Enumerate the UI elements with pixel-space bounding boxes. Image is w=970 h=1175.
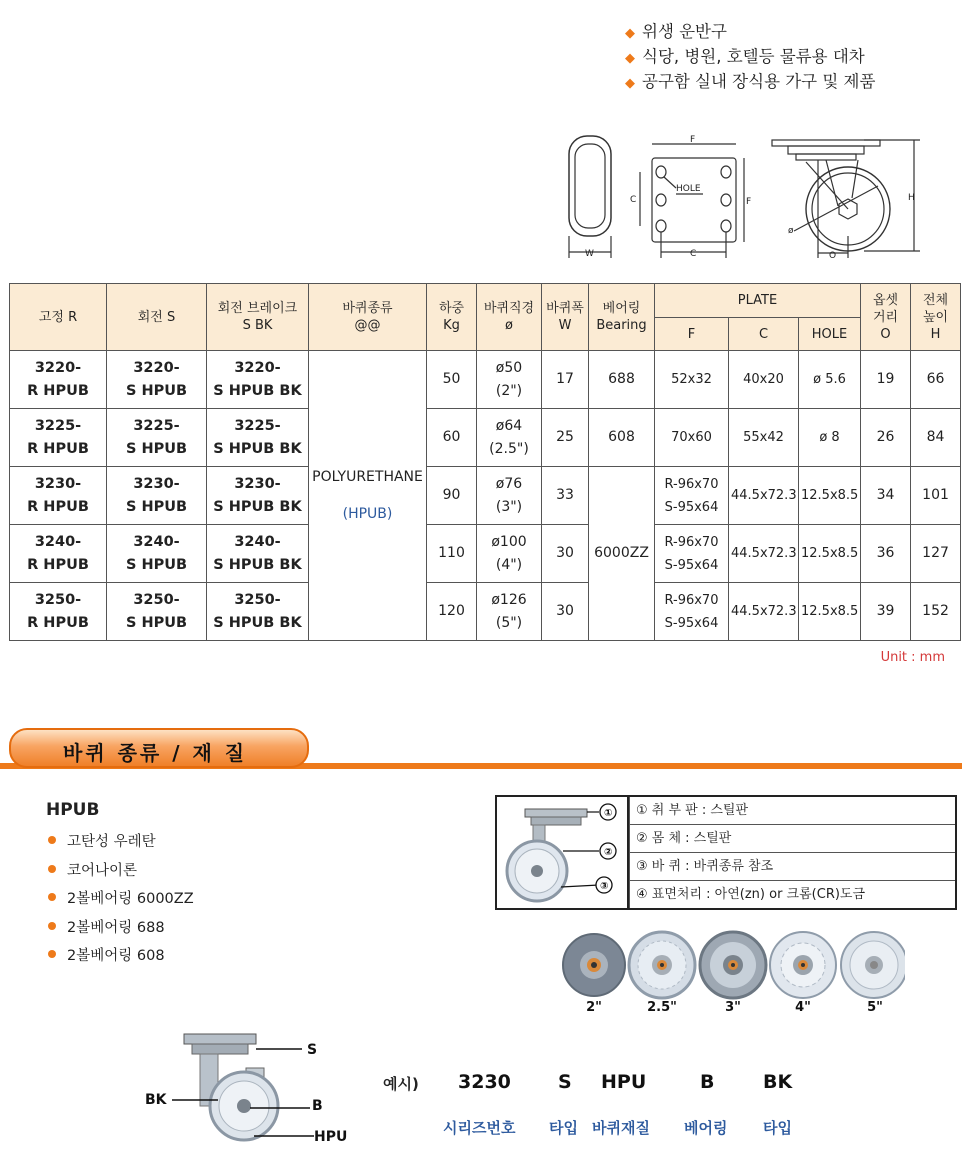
feature-list (625, 20, 875, 95)
col-header-plate-hole: HOLE (799, 318, 861, 351)
bullet-dot-icon (48, 836, 56, 844)
cell-brake-model: 3220- S HPUB BK (207, 351, 309, 409)
cell-load: 90 (427, 467, 477, 525)
hpub-title: HPUB (46, 800, 100, 820)
cell-offset: 34 (861, 467, 911, 525)
cell-width: 25 (542, 409, 589, 467)
list-item: ① 취 부 판 : 스틸판 (629, 797, 955, 825)
dim-hole-label: HOLE (676, 184, 701, 194)
bullet-dot-icon (48, 922, 56, 930)
wheel-size-label: 5" (867, 1000, 883, 1015)
wheel-4in (770, 932, 836, 998)
col-header-plate-c: C (729, 318, 799, 351)
cell-swivel-model: 3220- S HPUB (107, 351, 207, 409)
mounting-plate-drawing (628, 132, 758, 260)
wheel-size-images (555, 930, 905, 1000)
table-row (10, 409, 961, 467)
cell-plate-hole: 12.5x8.5 (799, 525, 861, 583)
list-item: 2볼베어링 6000ZZ (48, 885, 194, 914)
cell-offset: 36 (861, 525, 911, 583)
table-row (10, 583, 961, 641)
table-row (10, 467, 961, 525)
col-header-swivel: 회전 S (107, 284, 207, 351)
cell-swivel-model: 3250- S HPUB (107, 583, 207, 641)
bullet-dot-icon (48, 950, 56, 958)
cell-diameter: ø100 (4") (477, 525, 542, 583)
cell-plate-c: 44.5x72.3 (729, 467, 799, 525)
cell-diameter: ø76 (3") (477, 467, 542, 525)
feature-item: ◆ 식당, 병원, 호텔등 물류용 대차 (625, 47, 865, 66)
wheel-size-label: 2" (586, 1000, 602, 1015)
cell-plate-f: R-96x70 S-95x64 (655, 583, 729, 641)
callout-s: S (307, 1042, 318, 1058)
cell-plate-f: 70x60 (655, 409, 729, 467)
list-item: ④ 표면처리 : 아연(zn) or 크롬(CR)도금 (629, 881, 955, 908)
dim-w-label: W (585, 249, 594, 259)
col-header-fixed: 고정 R (10, 284, 107, 351)
dim-o-label: O (829, 251, 837, 260)
cell-swivel-model: 3225- S HPUB (107, 409, 207, 467)
list-item: 고탄성 우레탄 (48, 828, 194, 857)
cell-plate-hole: 12.5x8.5 (799, 583, 861, 641)
hpub-feature-list (48, 828, 194, 971)
example-caption: 시리즈번호 (443, 1119, 516, 1137)
wheel-5in (841, 932, 905, 998)
feature-item: ◆ 공구함 실내 장식용 가구 및 제품 (625, 72, 876, 91)
section-title: 바퀴 종류 / 재 질 (63, 741, 248, 765)
cell-fixed-model: 3225- R HPUB (10, 409, 107, 467)
example-code-type: S (558, 1071, 572, 1093)
dim-h-label: H (908, 193, 915, 203)
table-row (10, 351, 961, 409)
cell-swivel-model: 3240- S HPUB (107, 525, 207, 583)
col-header-brake: 회전 브레이크 S BK (207, 284, 309, 351)
caster-parts-illustration (497, 797, 629, 908)
cell-plate-c: 55x42 (729, 409, 799, 467)
cell-offset: 19 (861, 351, 911, 409)
cell-height: 101 (911, 467, 961, 525)
cell-plate-hole: ø 8 (799, 409, 861, 467)
dim-phi-label: ø (788, 226, 794, 236)
list-item: 2볼베어링 688 (48, 914, 194, 943)
cell-plate-c: 40x20 (729, 351, 799, 409)
col-header-material: 바퀴종류 @@ (309, 284, 427, 351)
cell-plate-hole: 12.5x8.5 (799, 467, 861, 525)
part-marker: ③ (600, 881, 609, 892)
example-code-wheel: HPU (601, 1071, 647, 1093)
cell-bearing: 688 (589, 351, 655, 409)
cell-load: 50 (427, 351, 477, 409)
wheel-size-label: 3" (725, 1000, 741, 1015)
wheel-2in (563, 934, 625, 996)
cell-load: 120 (427, 583, 477, 641)
list-item: 코어나이론 (48, 857, 194, 886)
spec-table (9, 283, 961, 641)
diamond-bullet-icon: ◆ (625, 26, 635, 41)
cell-plate-hole: ø 5.6 (799, 351, 861, 409)
example-prefix: 예시) (383, 1075, 419, 1093)
table-header-row (10, 284, 961, 318)
part-marker: ② (604, 847, 613, 858)
wheel-size-label: 4" (795, 1000, 811, 1015)
wheel-2-5in (629, 932, 695, 998)
cell-offset: 26 (861, 409, 911, 467)
table-row (10, 525, 961, 583)
cell-load: 60 (427, 409, 477, 467)
col-header-offset: 옵셋 거리 O (861, 284, 911, 351)
example-code-bearing: B (700, 1071, 715, 1093)
cell-plate-f: 52x32 (655, 351, 729, 409)
bullet-dot-icon (48, 893, 56, 901)
cell-diameter: ø126 (5") (477, 583, 542, 641)
cell-offset: 39 (861, 583, 911, 641)
col-header-load: 하중 Kg (427, 284, 477, 351)
callout-bk: BK (145, 1092, 167, 1108)
cell-plate-f: R-96x70 S-95x64 (655, 467, 729, 525)
caster-side-view-drawing (560, 132, 620, 260)
wheel-3in (700, 932, 766, 998)
unit-note: Unit : mm (880, 650, 945, 665)
diamond-bullet-icon: ◆ (625, 76, 635, 91)
parts-list (627, 797, 955, 908)
caster-front-view-drawing (768, 136, 923, 260)
cell-brake-model: 3240- S HPUB BK (207, 525, 309, 583)
example-code-brake: BK (763, 1071, 793, 1093)
example-code-series: 3230 (458, 1071, 511, 1093)
part-marker: ① (604, 808, 613, 819)
cell-fixed-model: 3230- R HPUB (10, 467, 107, 525)
cell-material: POLYURETHANE (HPUB) (309, 351, 427, 641)
cell-height: 152 (911, 583, 961, 641)
cell-height: 127 (911, 525, 961, 583)
feature-item: ◆ 위생 운반구 (625, 22, 727, 41)
cell-brake-model: 3230- S HPUB BK (207, 467, 309, 525)
dim-c-bottom-label: C (690, 249, 697, 259)
col-header-width: 바퀴폭 W (542, 284, 589, 351)
list-item: 2볼베어링 608 (48, 942, 194, 971)
example-caption: 바퀴재질 (592, 1119, 650, 1137)
wheel-size-label: 2.5" (647, 1000, 677, 1015)
cell-width: 17 (542, 351, 589, 409)
cell-swivel-model: 3230- S HPUB (107, 467, 207, 525)
cell-height: 84 (911, 409, 961, 467)
cell-plate-c: 44.5x72.3 (729, 525, 799, 583)
example-caption: 베어링 (684, 1119, 728, 1137)
cell-fixed-model: 3220- R HPUB (10, 351, 107, 409)
example-caption: 타입 (549, 1119, 578, 1137)
list-item: ③ 바 퀴 : 바퀴종류 참조 (629, 853, 955, 881)
parts-spec-box (495, 795, 957, 910)
col-header-bearing: 베어링 Bearing (589, 284, 655, 351)
cell-width: 33 (542, 467, 589, 525)
cell-brake-model: 3250- S HPUB BK (207, 583, 309, 641)
example-caption: 타입 (763, 1119, 792, 1137)
col-header-plate-f: F (655, 318, 729, 351)
cell-bearing-6000zz: 6000ZZ (589, 467, 655, 641)
cell-load: 110 (427, 525, 477, 583)
diamond-bullet-icon: ◆ (625, 51, 635, 66)
dim-f-right-label: F (746, 197, 752, 207)
cell-fixed-model: 3240- R HPUB (10, 525, 107, 583)
list-item: ② 몸 체 : 스틸판 (629, 825, 955, 853)
cell-width: 30 (542, 525, 589, 583)
dim-f-top-label: F (690, 135, 696, 145)
col-header-diameter: 바퀴직경 ø (477, 284, 542, 351)
cell-diameter: ø64 (2.5") (477, 409, 542, 467)
dim-c-left-label: C (630, 195, 637, 205)
cell-plate-f: R-96x70 S-95x64 (655, 525, 729, 583)
col-header-height: 전체 높이 H (911, 284, 961, 351)
cell-bearing: 608 (589, 409, 655, 467)
cell-width: 30 (542, 583, 589, 641)
callout-b: B (312, 1098, 323, 1114)
cell-diameter: ø50 (2") (477, 351, 542, 409)
cell-height: 66 (911, 351, 961, 409)
example-caster-illustration (170, 1028, 320, 1148)
cell-fixed-model: 3250- R HPUB (10, 583, 107, 641)
callout-hpu: HPU (314, 1129, 348, 1145)
cell-brake-model: 3225- S HPUB BK (207, 409, 309, 467)
bullet-dot-icon (48, 865, 56, 873)
cell-plate-c: 44.5x72.3 (729, 583, 799, 641)
col-header-plate: PLATE (655, 284, 861, 318)
